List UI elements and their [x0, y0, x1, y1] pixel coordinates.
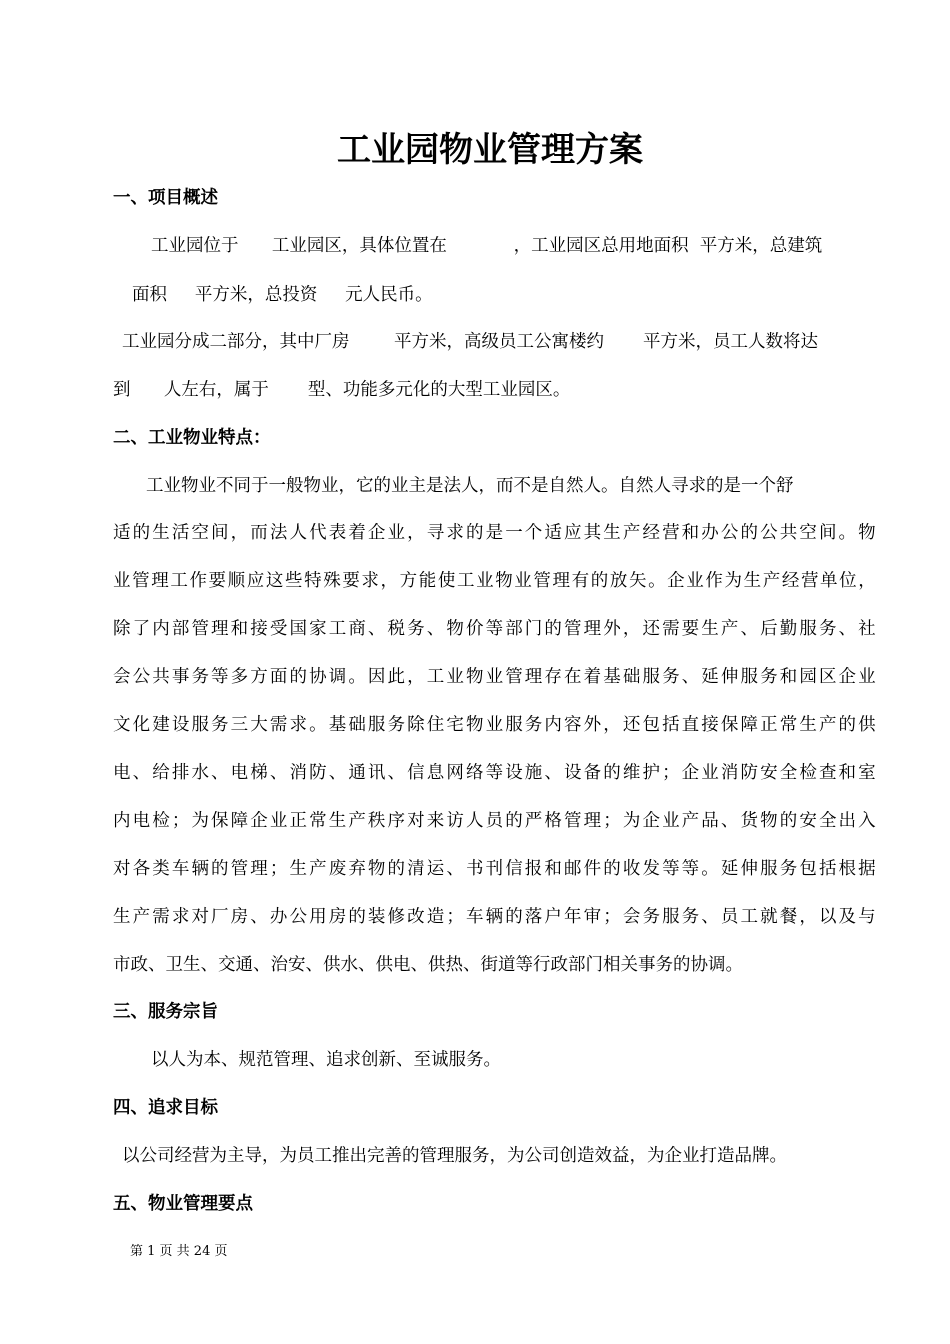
paragraph-line: 生 产 需 求 对 厂 房 、 办 公 用 房 的 装 修 改 造 ； 车 辆 的 落 户 年 审 ； 会 务 服 务 、 员 工 就 餐 ， 以 及 与: [113, 907, 876, 927]
paragraph-line: 以人为本、规范管理、追求创新、至诚服务。: [151, 1050, 501, 1070]
section-heading-purpose: 三、服务宗旨: [113, 1002, 218, 1022]
paragraph-line: 内 电 检 ； 为 保 障 企 业 正 常 生 产 秩 序 对 来 访 人 员 的 严 格 管 理 ； 为 企 业 产 品 、 货 物 的 安 全 出 入: [113, 811, 876, 831]
paragraph-line: 电 、 给 排 水 、 电 梯 、 消 防 、 通 讯 、 信 息 网 络 等 设 施 、 设 备 的 维 护 ； 企 业 消 防 安 全 检 查 和 室: [113, 763, 876, 783]
section-heading-features: 二、工业物业特点：: [113, 428, 271, 448]
paragraph-line: 面积 平方米，总投资 元人民币。: [132, 285, 433, 305]
section-heading-overview: 一、项目概述: [113, 188, 218, 208]
paragraph-line: 工业物业不同于一般物业，它的业主是法人，而不是自然人。自然人寻求的是一个舒: [146, 476, 794, 496]
paragraph-line: 工业园位于 工业园区，具体位置在 ，工业园区总用地面积 平方米，总建筑: [151, 236, 823, 256]
page-number-footer: 第 1 页 共 24 页: [130, 1244, 228, 1259]
paragraph-line: 适 的 生 活 空 间 ， 而 法 人 代 表 着 企 业 ， 寻 求 的 是 一 个 适 应 其 生 产 经 营 和 办 公 的 公 共 空 间 。 物: [113, 523, 876, 543]
paragraph-line: 市政、卫生、交通、治安、供水、供电、供热、街道等行政部门相关事务的协调。: [113, 955, 743, 975]
paragraph-line: 业 管 理 工 作 要 顺 应 这 些 特 殊 要 求 ， 方 能 使 工 业 物 业 管 理 有 的 放 矢 。 企 业 作 为 生 产 经 营 单 位 ，: [113, 571, 876, 591]
paragraph-line: 文 化 建 设 服 务 三 大 需 求 。 基 础 服 务 除 住 宅 物 业 服 务 内 容 外 ， 还 包 括 直 接 保 障 正 常 生 产 的 供: [113, 715, 876, 735]
paragraph-line: 会 公 共 事 务 等 多 方 面 的 协 调 。 因 此 ， 工 业 物 业 管 理 存 在 着 基 础 服 务 、 延 伸 服 务 和 园 区 企 业: [113, 667, 876, 687]
document-title: 工业园物业管理方案: [337, 130, 643, 170]
paragraph-line: 到 人左右，属于 型、功能多元化的大型工业园区。: [113, 380, 571, 400]
paragraph-line: 以公司经营为主导，为员工推出完善的管理服务，为公司创造效益，为企业打造品牌。: [122, 1146, 787, 1166]
paragraph-line: 除 了 内 部 管 理 和 接 受 国 家 工 商 、 税 务 、 物 价 等 部 门 的 管 理 外 ， 还 需 要 生 产 、 后 勤 服 务 、 社: [113, 619, 876, 639]
section-heading-key-points: 五、物业管理要点: [113, 1194, 253, 1214]
paragraph-line: 工业园分成二部分，其中厂房 平方米，高级员工公寓楼约 平方米，员工人数将达: [122, 332, 818, 352]
section-heading-goals: 四、追求目标: [113, 1098, 218, 1118]
paragraph-line: 对 各 类 车 辆 的 管 理 ； 生 产 废 弃 物 的 清 运 、 书 刊 信 报 和 邮 件 的 收 发 等 等 。 延 伸 服 务 包 括 根 据: [113, 859, 876, 879]
